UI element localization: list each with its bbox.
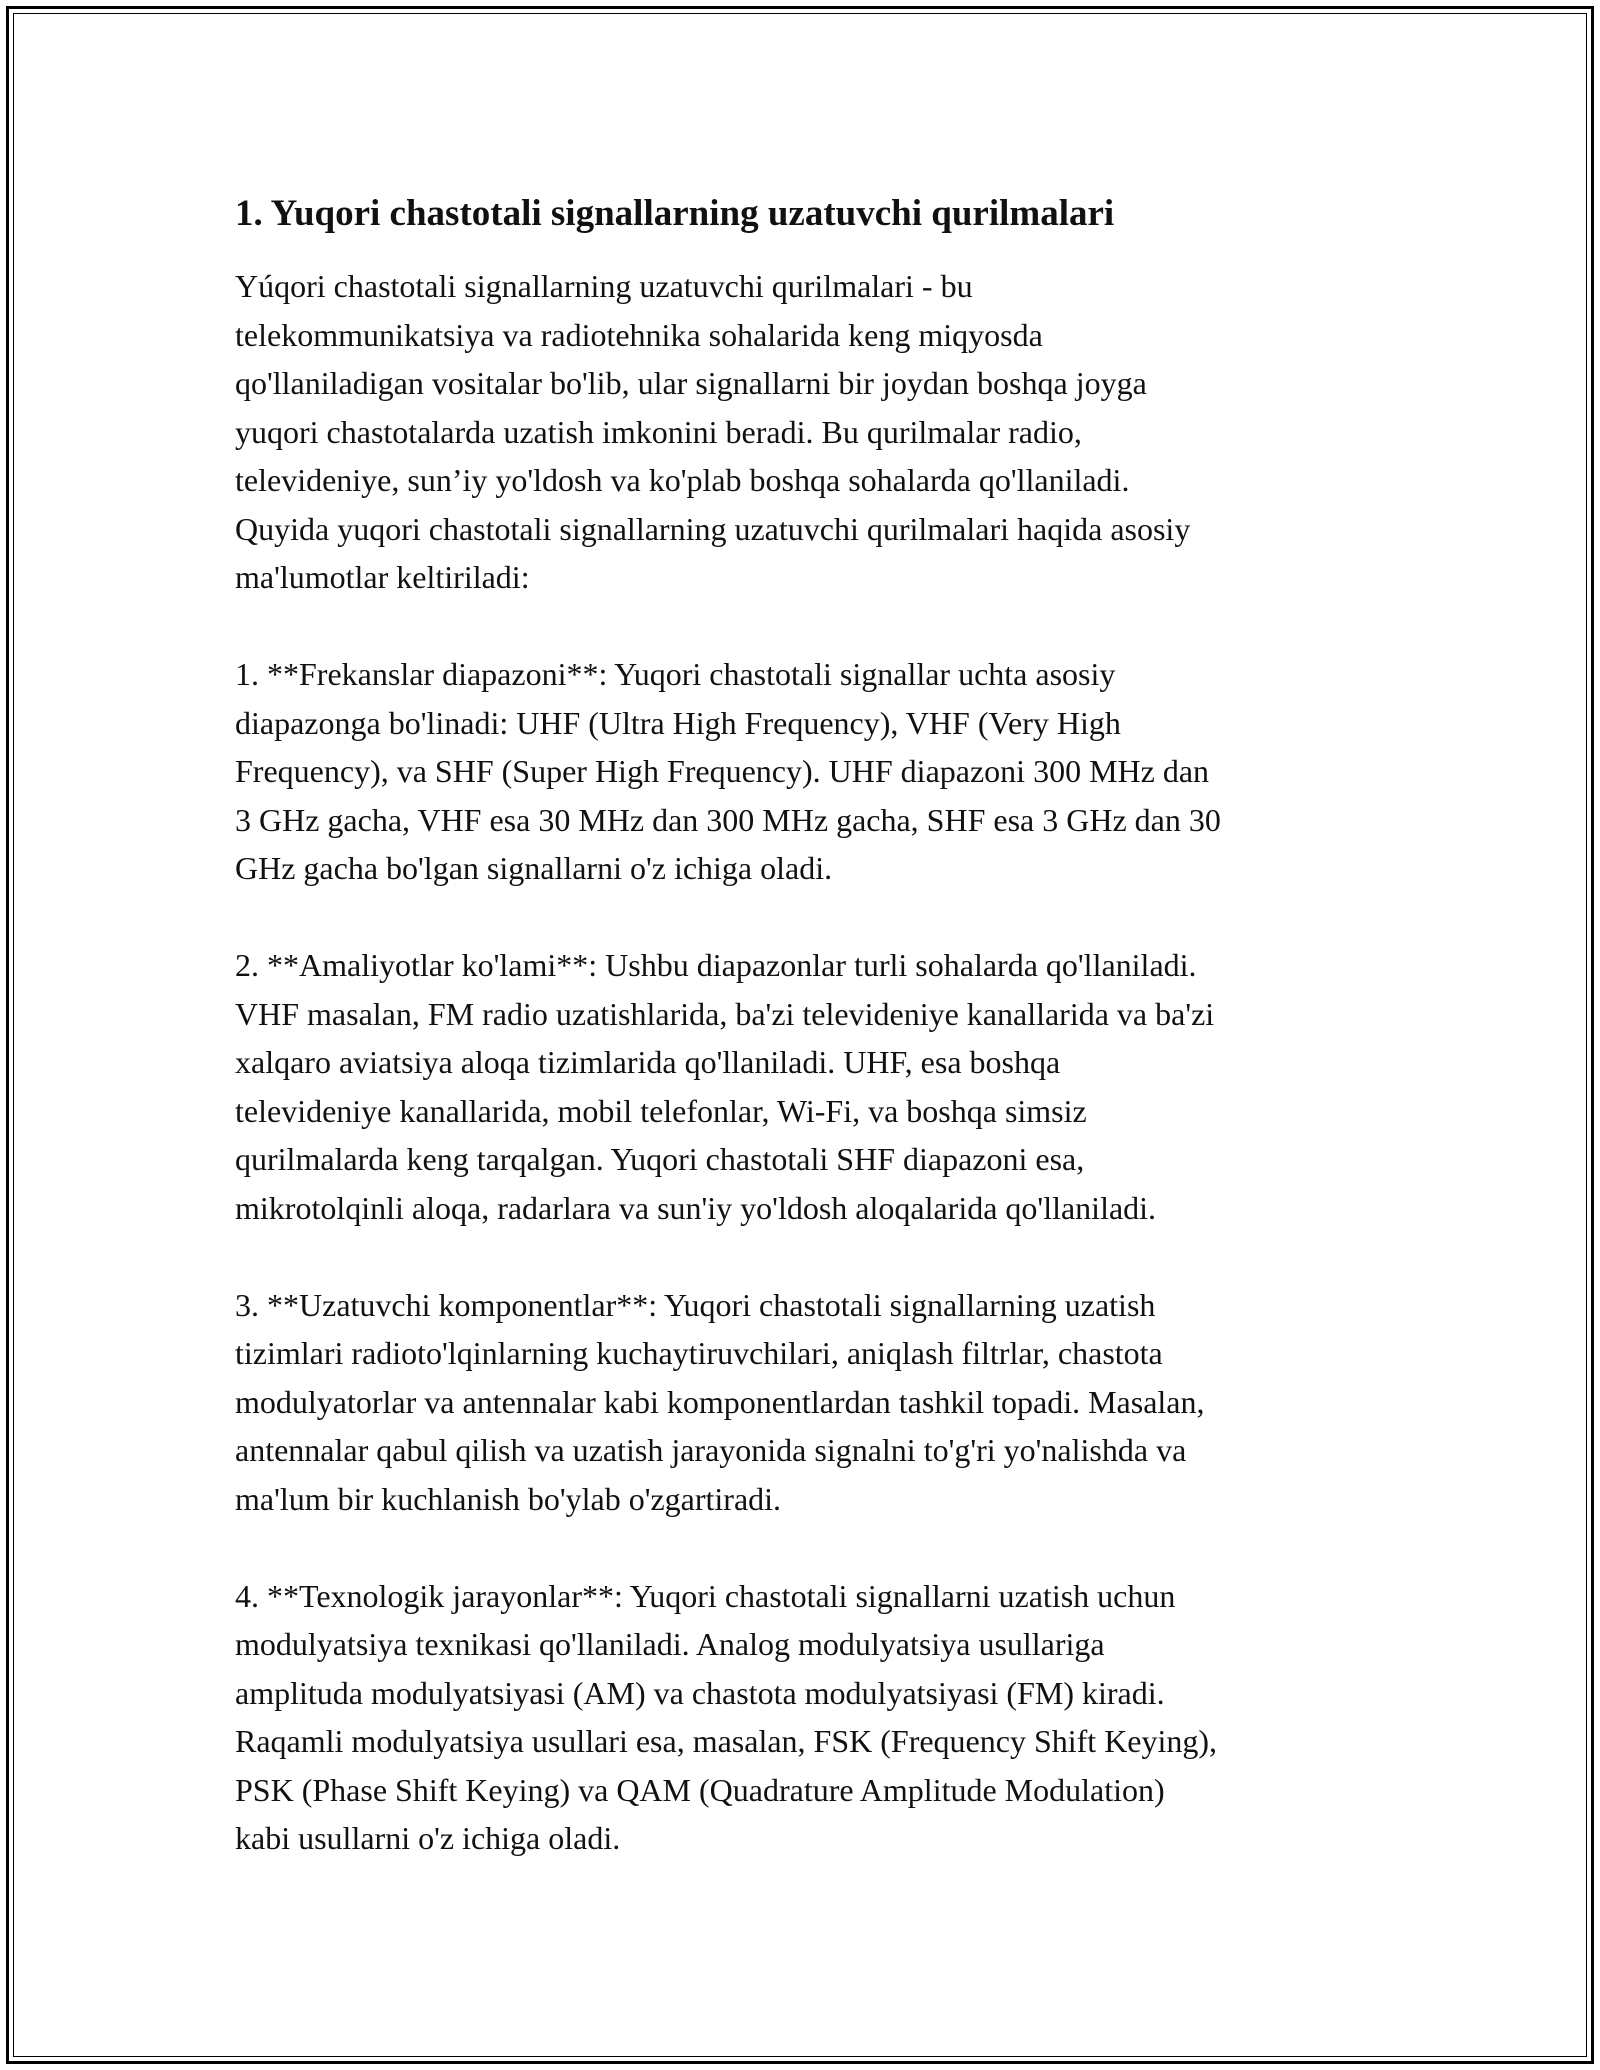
paragraph bbox=[235, 1281, 1365, 1524]
paragraph bbox=[235, 650, 1365, 893]
text-line: televideniye, sun’iy yo'ldosh va ko'plab boshqa sohalarda qo'llaniladi. bbox=[235, 462, 1130, 498]
text-line: 3. **Uzatuvchi komponentlar**: Yuqori chastotali signallarning uzatish bbox=[235, 1286, 1156, 1323]
paragraph bbox=[235, 262, 1365, 602]
text-line: televideniye kanallarida, mobil telefonlar, Wi-Fi, va boshqa simsiz bbox=[235, 1092, 1087, 1129]
text-line: kabi usullarni o'z ichiga oladi. bbox=[235, 1820, 621, 1856]
text-line: 4. **Texnologik jarayonlar**: Yuqori chastotali signallarni uzatish uchun bbox=[235, 1577, 1176, 1614]
text-line: 1. **Frekanslar diapazoni**: Yuqori chastotali signallar uchta asosiy bbox=[235, 656, 1116, 692]
text-line: Quyida yuqori chastotali signallarning uzatuvchi qurilmalari haqida asosiy bbox=[235, 510, 1191, 547]
document-body bbox=[235, 188, 1365, 1911]
text-line: ma'lumotlar keltiriladi: bbox=[235, 559, 530, 595]
text-line: VHF masalan, FM radio uzatishlarida, ba'zi televideniye kanallarida va ba'zi bbox=[235, 995, 1215, 1032]
text-line: qo'llaniladigan vositalar bo'lib, ular signallarni bir joydan boshqa joyga bbox=[235, 365, 1147, 401]
paragraph bbox=[235, 1572, 1365, 1863]
text-line: GHz gacha bo'lgan signallarni o'z ichiga oladi. bbox=[235, 850, 833, 886]
text-line: mikrotolqinli aloqa, radarlara va sun'iy yo'ldosh aloqalarida qo'llaniladi. bbox=[235, 1189, 1157, 1226]
text-line: antennalar qabul qilish va uzatish jarayonida signalni to'g'ri yo'nalishda va bbox=[235, 1432, 1187, 1468]
text-line: qurilmalarda keng tarqalgan. Yuqori chastotali SHF diapazoni esa, bbox=[235, 1141, 1085, 1177]
text-line: Frequency), va SHF (Super High Frequency). UHF diapazoni 300 MHz dan bbox=[235, 753, 1210, 789]
text-line: 2. **Amaliyotlar ko'lami**: Ushbu diapazonlar turli sohalarda qo'llaniladi. bbox=[235, 947, 1197, 983]
text-line: 3 GHz gacha, VHF esa 30 MHz dan 300 MHz gacha, SHF esa 3 GHz dan 30 bbox=[235, 801, 1221, 838]
document-title: 1. Yuqori chastotali signallarning uzatuvchi qurilmalari bbox=[235, 193, 1115, 234]
text-line: Raqamli modulyatsiya usullari esa, masalan, FSK (Frequency Shift Keying), bbox=[235, 1723, 1218, 1759]
text-line: yuqori chastotalarda uzatish imkonini beradi. Bu qurilmalar radio, bbox=[235, 413, 1082, 450]
text-line: PSK (Phase Shift Keying) va QAM (Quadrature Amplitude Modulation) bbox=[235, 1771, 1165, 1808]
text-line: modulyatsiya texnikasi qo'llaniladi. Analog modulyatsiya usullariga bbox=[235, 1626, 1105, 1662]
text-line: telekommunikatsiya va radiotehnika sohalarida keng miqyosda bbox=[235, 316, 1043, 353]
text-line: modulyatorlar va antennalar kabi komponentlardan tashkil topadi. Masalan, bbox=[235, 1383, 1205, 1420]
text-line: xalqaro aviatsiya aloqa tizimlarida qo'llaniladi. UHF, esa boshqa bbox=[235, 1044, 1061, 1080]
text-line: tizimlari radioto'lqinlarning kuchaytiruvchilari, aniqlash filtrlar, chastota bbox=[235, 1335, 1163, 1371]
paragraph-list bbox=[235, 262, 1365, 1863]
paragraph bbox=[235, 941, 1365, 1232]
text-line: diapazonga bo'linadi: UHF (Ultra High Frequency), VHF (Very High bbox=[235, 704, 1121, 741]
text-line: Yúqori chastotali signallarning uzatuvchi qurilmalari - bu bbox=[235, 268, 973, 304]
text-line: ma'lum bir kuchlanish bo'ylab o'zgartiradi. bbox=[235, 1480, 782, 1517]
text-line: amplituda modulyatsiyasi (AM) va chastota modulyatsiyasi (FM) kiradi. bbox=[235, 1674, 1165, 1711]
